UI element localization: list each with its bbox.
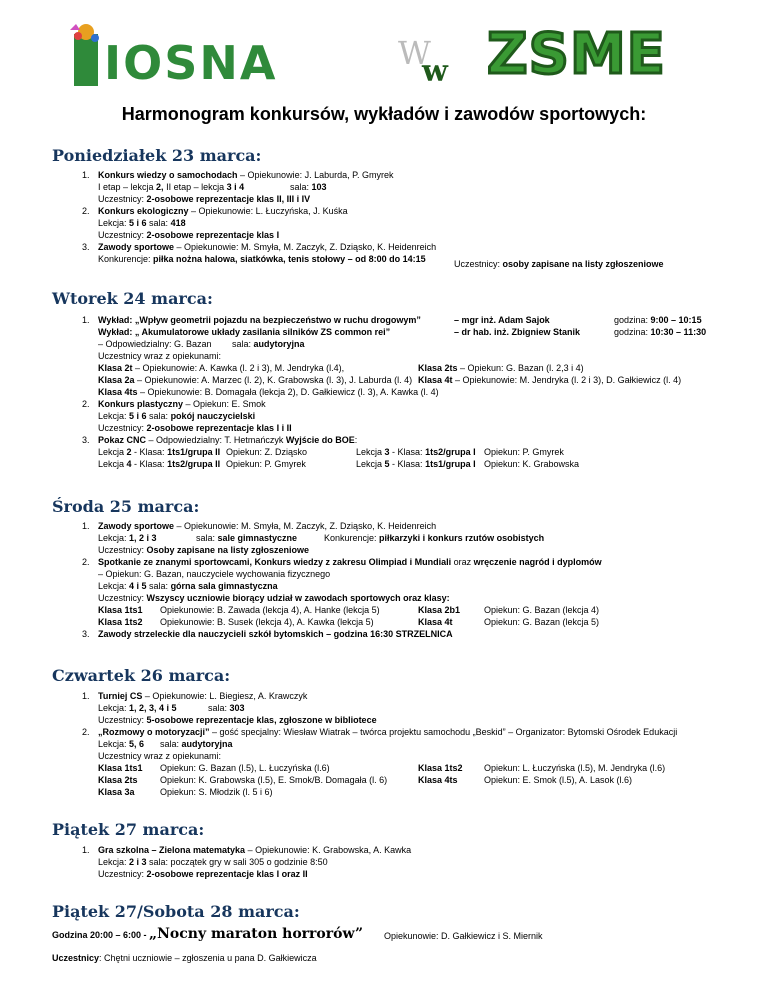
- monday-line-part: sala:: [146, 218, 171, 228]
- cnc-lekcja-num: 3: [384, 447, 390, 457]
- heading-monday: Poniedziałek 23 marca:: [52, 146, 262, 165]
- cnc-lekcja: Lekcja: [356, 447, 385, 457]
- monday-uczestnicy-right: Uczestnicy: osoby zapisane na listy zgłoszeniowe: [454, 259, 664, 269]
- cnc-klasa-val: 1ts1/grupa I: [425, 459, 476, 469]
- cnc-klasa-val: 1ts2/grupa II: [167, 459, 221, 469]
- cnc-lekcja-num: 2: [126, 447, 132, 457]
- cnc-klasa: - Klasa:: [389, 447, 426, 457]
- monday-line-part: piłka nożna halowa, siatkówka, tenis stołowy – od 8:00 do 14:15: [153, 254, 426, 264]
- tuesday-lecture-2-time: godzina: 10:30 – 11:30: [614, 327, 707, 337]
- thursday-opiekun-2: Opiekun: E. Smok (l.5), A. Lasok (l.6): [484, 775, 633, 785]
- monday-line-part: Uczestnicy:: [98, 230, 147, 240]
- monday-line-part: Zawody sportowe: [98, 242, 175, 252]
- tuesday-art-participants: Uczestnicy: 2-osobowe reprezentacje klas I i II: [98, 423, 292, 433]
- wednesday-sports-lesson: Lekcja: 1, 2 i 3: [98, 533, 157, 543]
- weekend-participants: Uczestnicy: Chętni uczniowie – zgłoszenia u pana D. Gałkiewicza: [52, 953, 317, 963]
- cnc-klasa: - Klasa:: [131, 447, 168, 457]
- weekend-opiekunowie: Opiekunowie: D. Gałkiewicz i S. Miernik: [384, 931, 543, 941]
- wednesday-sports-participants: Uczestnicy: Osoby zapisane na listy zgłoszeniowe: [98, 545, 310, 555]
- wednesday-meeting: Spotkanie ze znanymi sportowcami, Konkurs wiedzy z zakresu Olimpiad i Mundiali oraz wręczenie nagród i dyplomów: [98, 557, 602, 567]
- wednesday-meeting-participants: Uczestnicy: Wszyscy uczniowie biorący udział w zawodach sportowych oraz klasy:: [98, 593, 450, 603]
- wednesday-opiekun-2: Opiekun: G. Bazan (lekcja 4): [484, 605, 600, 615]
- cnc-klasa-val: 1ts1/grupa II: [167, 447, 221, 457]
- tuesday-responsible: – Odpowiedzialny: G. Bazan: [98, 339, 212, 349]
- cnc-opiekun-right: Opiekun: K. Grabowska: [484, 459, 580, 469]
- thursday-talks-participants: Uczestnicy wraz z opiekunami:: [98, 751, 222, 761]
- cnc-lekcja: Lekcja: [98, 459, 127, 469]
- wednesday-meeting-opiekun: – Opiekun: G. Bazan, nauczyciele wychowania fizycznego: [98, 569, 331, 579]
- wednesday-meeting-lesson: Lekcja: 4 i 5 sala: górna sala gimnastyczna: [98, 581, 278, 591]
- thursday-klasa: Klasa 2ts: [98, 775, 138, 785]
- cnc-lekcja-num: 4: [126, 459, 132, 469]
- monday-line: [98, 169, 393, 181]
- monday-line-part: Konkurs wiedzy o samochodach: [98, 170, 238, 180]
- cnc-opiekun-left: Opiekun: Z. Dziąsko: [226, 447, 308, 457]
- monday-sala-103: sala: 103: [290, 182, 327, 192]
- wednesday-klasa-2: Klasa 4t: [418, 617, 453, 627]
- tuesday-class-2a: Klasa 2a – Opiekunowie: A. Marzec (l. 2), K. Grabowska (l. 3), J. Laburda (l. 4): [98, 375, 413, 385]
- monday-line-part: 418: [170, 218, 186, 228]
- monday-line-part: – Opiekunowie: L. Łuczyńska, J. Kuśka: [188, 206, 348, 216]
- thursday-klasa: Klasa 3a: [98, 787, 135, 797]
- monday-line-part: Uczestnicy:: [98, 194, 147, 204]
- wednesday-klasa: Klasa 1ts1: [98, 605, 143, 615]
- cnc-klasa: - Klasa:: [131, 459, 168, 469]
- heading-tuesday: Wtorek 24 marca:: [52, 289, 213, 308]
- cnc-row-left: [98, 446, 220, 458]
- thursday-talks-lesson: Lekcja: 5, 6: [98, 739, 145, 749]
- monday-line-part: – Opiekunowie: J. Laburda, P. Gmyrek: [237, 170, 394, 180]
- cnc-lekcja: Lekcja: [98, 447, 127, 457]
- monday-line-part: 5 i 6: [129, 218, 147, 228]
- monday-line-part: Konkurs ekologiczny: [98, 206, 189, 216]
- tuesday-lecture-1-speaker: – mgr inż. Adam Sajok: [454, 315, 550, 325]
- friday-game-lesson: Lekcja: 2 i 3 sala: początek gry w sali 305 o godzinie 8:50: [98, 857, 328, 867]
- thursday-klasa-2: Klasa 1ts2: [418, 763, 463, 773]
- monday-line-part: 3 i 4: [226, 182, 245, 192]
- weekend-event: Godzina 20:00 – 6:00 - „Nocny maraton horrorów”: [52, 926, 364, 942]
- heading-wednesday: Środa 25 marca:: [52, 497, 200, 516]
- friday-game-participants: Uczestnicy: 2-osobowe reprezentacje klas I oraz II: [98, 869, 308, 879]
- thursday-cs-sala: sala: 303: [208, 703, 245, 713]
- heading-thursday: Czwartek 26 marca:: [52, 666, 231, 685]
- wednesday-klasa: Klasa 1ts2: [98, 617, 143, 627]
- thursday-klasa: Klasa 1ts1: [98, 763, 143, 773]
- monday-line-part: II etap – lekcja: [163, 182, 227, 192]
- monday-line: [98, 253, 426, 265]
- monday-line: [98, 193, 310, 205]
- tuesday-lecture-1-time: godzina: 9:00 – 10:15: [614, 315, 702, 325]
- monday-line: [98, 181, 244, 193]
- wiosna-logo: [68, 20, 368, 90]
- thursday-opiekun: Opiekun: S. Młodzik (l. 5 i 6): [160, 787, 273, 797]
- monday-line: [98, 205, 348, 217]
- wednesday-opiekun: Opiekunowie: B. Zawada (lekcja 4), A. Hanke (lekcja 5): [160, 605, 380, 615]
- wednesday-sports: Zawody sportowe – Opiekunowie: M. Smyła, M. Zaczyk, Z. Dziąsko, K. Heidenreich: [98, 521, 437, 531]
- heading-friday: Piątek 27 marca:: [52, 820, 205, 839]
- tuesday-class-2t: Klasa 2t – Opiekunowie: A. Kawka (l. 2 i 3), M. Jendryka (l.4),: [98, 363, 345, 373]
- thursday-opiekun-2: Opiekun: L. Łuczyńska (l.5), M. Jendryka (l.6): [484, 763, 666, 773]
- thursday-opiekun: Opiekun: G. Bazan (l.5), L. Łuczyńska (l.6): [160, 763, 330, 773]
- tuesday-cnc: Pokaz CNC – Odpowiedzialny: T. Hetmańczyk Wyjście do BOE:: [98, 435, 358, 445]
- tuesday-sala: sala: audytoryjna: [232, 339, 305, 349]
- tuesday-contest-art: Konkurs plastyczny – Opiekun: E. Smok: [98, 399, 266, 409]
- zsme-logo: ZSME: [487, 22, 666, 87]
- tuesday-participants: Uczestnicy wraz z opiekunami:: [98, 351, 222, 361]
- tuesday-art-lesson: Lekcja: 5 i 6 sala: pokój nauczycielski: [98, 411, 256, 421]
- wiosna-logo-text: IOSNA: [104, 36, 278, 90]
- thursday-cs-lesson: Lekcja: 1, 2, 3, 4 i 5: [98, 703, 177, 713]
- wednesday-opiekun: Opiekunowie: B. Susek (lekcja 4), A. Kawka (lekcja 5): [160, 617, 374, 627]
- cnc-opiekun-right: Opiekun: P. Gmyrek: [484, 447, 564, 457]
- monday-line: [98, 229, 279, 241]
- cnc-lekcja: Lekcja: [356, 459, 385, 469]
- tuesday-class-4t: Klasa 4t – Opiekunowie: M. Jendryka (l. 2 i 3), D. Gałkiewicz (l. 4): [418, 375, 682, 385]
- cnc-row-right: [356, 458, 476, 470]
- tuesday-class-4ts: Klasa 4ts – Opiekunowie: B. Domagała (lekcja 2), D. Gałkiewicz (l. 3), A. Kawka (l. 4): [98, 387, 439, 397]
- cnc-lekcja-num: 5: [384, 459, 390, 469]
- cnc-row-left: [98, 458, 220, 470]
- wednesday-shooting: Zawody strzeleckie dla nauczycieli szkół bytomskich – godzina 16:30 STRZELNICA: [98, 629, 453, 639]
- monday-line-part: – Opiekunowie: M. Smyła, M. Zaczyk, Z. Dziąsko, K. Heidenreich: [174, 242, 437, 252]
- thursday-cs-participants: Uczestnicy: 5-osobowe reprezentacje klas, zgłoszone w bibliotece: [98, 715, 377, 725]
- monday-line: [98, 241, 436, 253]
- tuesday-lecture-2-speaker: – dr hab. inż. Zbigniew Stanik: [454, 327, 581, 337]
- tuesday-lecture-1: Wykład: „Wpływ geometrii pojazdu na bezpieczeństwo w ruchu drogowym”: [98, 315, 421, 325]
- thursday-opiekun: Opiekun: K. Grabowska (l.5), E. Smok/B. Domagała (l. 6): [160, 775, 388, 785]
- monday-item-number: 2.: [82, 206, 90, 216]
- monday-line-part: Lekcja:: [98, 218, 130, 228]
- logo-w-upper: W: [398, 34, 431, 72]
- thursday-cs: Turniej CS – Opiekunowie: L. Biegiesz, A. Krawczyk: [98, 691, 308, 701]
- heading-weekend: Piątek 27/Sobota 28 marca:: [52, 902, 300, 921]
- thursday-talks: „Rozmowy o motoryzacji” – gość specjalny: Wiesław Wiatrak – twórca projektu samochodu „Beskid” – Organizator: Bytomski Ośrodek Edukacji: [98, 727, 678, 737]
- cnc-row-right: [356, 446, 476, 458]
- wednesday-sports-sala: sala: sale gimnastyczne: [196, 533, 298, 543]
- monday-line-part: 2-osobowe reprezentacje klas I: [146, 230, 280, 240]
- cnc-opiekun-left: Opiekun: P. Gmyrek: [226, 459, 306, 469]
- thursday-klasa-2: Klasa 4ts: [418, 775, 458, 785]
- monday-line-part: 2-osobowe reprezentacje klas II, III i IV: [146, 194, 311, 204]
- tuesday-lecture-2: Wykład: „ Akumulatorowe układy zasilania silników ZS common rei”: [98, 327, 391, 337]
- page-title: Harmonogram konkursów, wykładów i zawodów sportowych:: [121, 104, 647, 124]
- thursday-talks-sala: sala: audytoryjna: [160, 739, 233, 749]
- monday-item-number: 1.: [82, 170, 90, 180]
- monday-line-part: 2,: [156, 182, 164, 192]
- wednesday-klasa-2: Klasa 2b1: [418, 605, 461, 615]
- cnc-klasa: - Klasa:: [389, 459, 426, 469]
- wednesday-sports-competitions: Konkurencje: piłkarzyki i konkurs rzutów osobistych: [324, 533, 545, 543]
- friday-game: Gra szkolna – Zielona matematyka – Opiekunowie: K. Grabowska, A. Kawka: [98, 845, 412, 855]
- tuesday-class-2ts: Klasa 2ts – Opiekun: G. Bazan (l. 2,3 i 4): [418, 363, 584, 373]
- wednesday-opiekun-2: Opiekun: G. Bazan (lekcja 5): [484, 617, 600, 627]
- monday-item-number: 3.: [82, 242, 90, 252]
- cnc-klasa-val: 1ts2/grupa I: [425, 447, 476, 457]
- monday-line-part: Konkurencje:: [98, 254, 154, 264]
- monday-line-part: I etap – lekcja: [98, 182, 157, 192]
- logo-w-lower: w: [422, 54, 448, 89]
- monday-line: [98, 217, 186, 229]
